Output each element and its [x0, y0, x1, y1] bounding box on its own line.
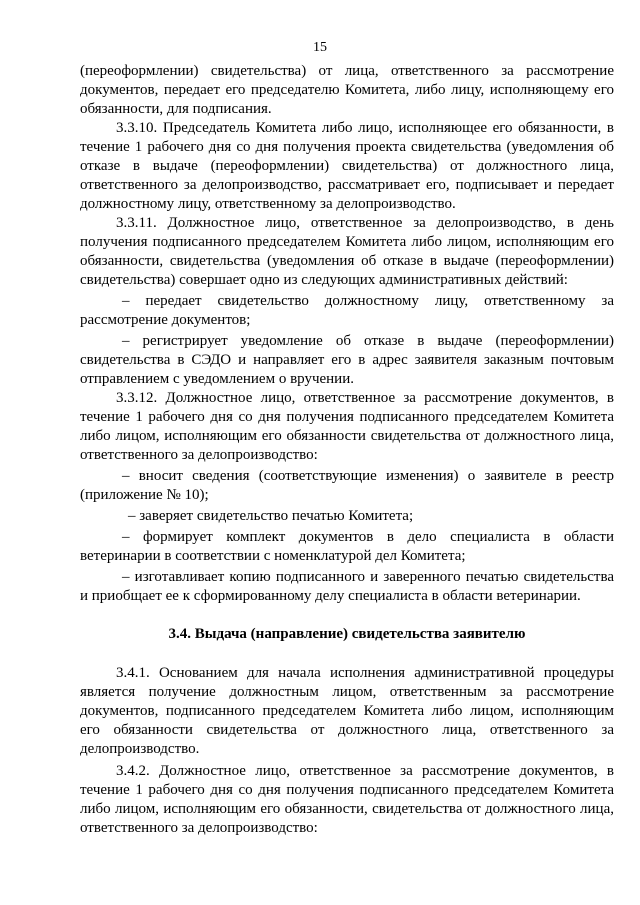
paragraph-3-4-1: 3.4.1. Основанием для начала исполнения административной процедуры является получение должностным лицом, ответственным за рассмотрение документов, подписанного председателем Комитета либо лицом, исполняющим его обязанности свидетельства от должностного лица, ответственного за делопроизводство. — [80, 665, 614, 757]
list-item: – регистрирует уведомление об отказе в выдаче (переоформлении) свидетельства в СЭДО и направляет его в адрес заявителя заказным почтовым отправлением с уведомлением о вручении. — [80, 333, 614, 387]
list-item: – заверяет свидетельство печатью Комитета; — [128, 508, 414, 524]
section-heading: 3.4. Выдача (направление) свидетельства заявителю — [168, 626, 526, 642]
paragraph-3-3-12: 3.3.12. Должностное лицо, ответственное за рассмотрение документов, в течение 1 рабочего дня со дня получения подписанного председателем Комитета либо лицом, исполняющим его обязанности свидетельства от должностного лица, ответственного за делопроизводство: — [80, 390, 614, 463]
page-number: 15 — [313, 40, 327, 55]
list-item: – формирует комплект документов в дело специалиста в области ветеринарии в соответствии с номенклатурой дел Комитета; — [80, 529, 614, 564]
list-item: – вносит сведения (соответствующие изменения) о заявителе в реестр (приложение № 10); — [80, 468, 614, 503]
paragraph-continuation: (переоформлении) свидетельства) от лица, ответственного за рассмотрение документов, передает его председателю Комитета, либо лицу, исполняющему его обязанности, для подписания. — [80, 63, 614, 117]
paragraph-3-3-11: 3.3.11. Должностное лицо, ответственное за делопроизводство, в день получения подписанного председателем Комитета либо лицом, исполняющим его обязанности, свидетельства (уведомления об отказе в выдаче (переоформлении) свидетельства) совершает одно из следующих административных действий: — [80, 215, 614, 288]
paragraph-3-3-10: 3.3.10. Председатель Комитета либо лицо, исполняющее его обязанности, в течение 1 рабочего дня со дня получения проекта свидетельства (уведомления об отказе в выдаче (переоформлении) свидетельства) от должностного лица, ответственного за делопроизводство, рассматривает его, подписывает и передает должностному лицу, ответственному за делопроизводство. — [80, 120, 614, 212]
paragraph-3-4-2: 3.4.2. Должностное лицо, ответственное за рассмотрение документов, в течение 1 рабочего дня со дня получения подписанного председателем Комитета либо лицом, исполняющим его обязанности, свидетельства от должностного лица, ответственного за делопроизводство: — [80, 763, 614, 836]
list-item: – передает свидетельство должностному лицу, ответственному за рассмотрение документов; — [80, 293, 614, 328]
document-body — [80, 62, 614, 838]
list-item: – изготавливает копию подписанного и заверенного печатью свидетельства и приобщает ее к сформированному делу специалиста в области ветеринарии. — [80, 569, 614, 604]
